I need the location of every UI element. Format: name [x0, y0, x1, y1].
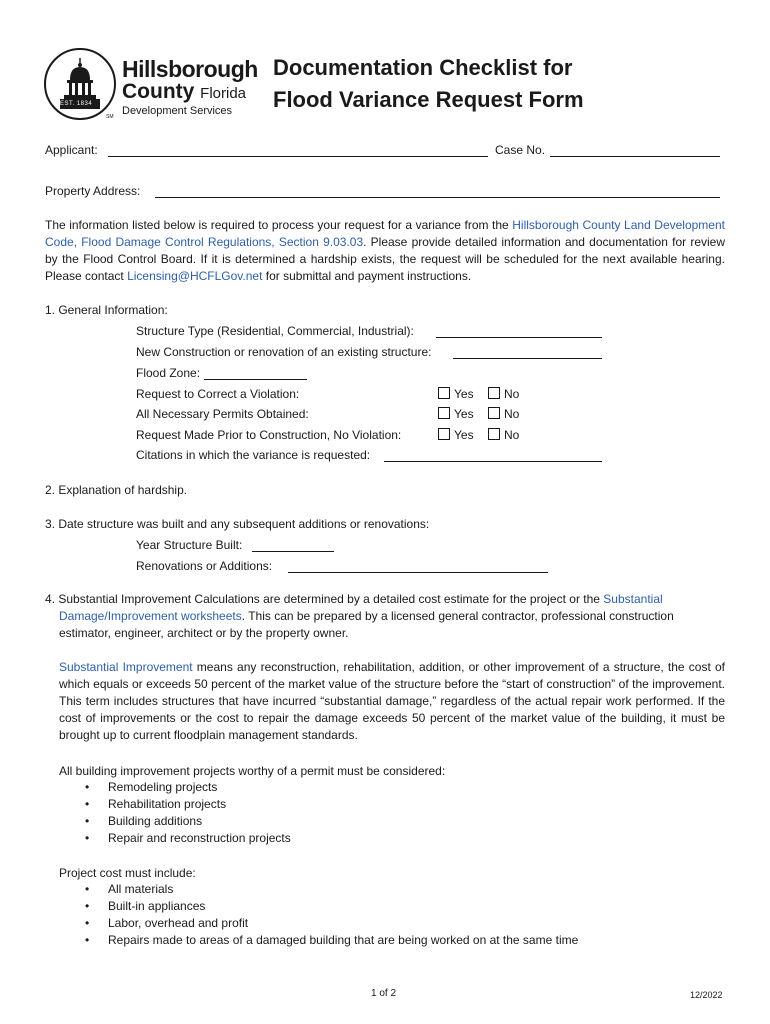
section-1-heading: 1. General Information: [45, 303, 168, 317]
new-construction-field[interactable] [453, 346, 602, 359]
ldc-link[interactable]: Hillsborough County Land Development Code, Flood Damage Control Regulations, Section 9.03.03 [45, 218, 725, 249]
list-item: • Repair and reconstruction projects [59, 830, 719, 847]
revision-date: 12/2022 [690, 990, 723, 1000]
checkbox[interactable] [488, 387, 500, 399]
section-4-line2: Damage/Improvement worksheets. This can be prepared by a licensed general contractor, professional construction [59, 609, 674, 623]
county-seal-logo [44, 48, 116, 120]
substantial-improvement-definition: Substantial Improvement means any reconstruction, rehabilitation, addition, or other improvement of a structure, the cost of which equals or exceeds 50 percent of the market value of the structure before the “start of construction” of the improvement. This term includes structures that have incurred “substantial damage,” regardless of the actual repair work performed. If the cost of improvements or the cost to repair the damage exceeds 50 percent of the market value of the building, it must be brought up to current floodplain management standards. [59, 660, 726, 742]
list-item: • Built-in appliances [59, 898, 719, 915]
list-item: • Repairs made to areas of a damaged building that are being worked on at the same time [59, 932, 719, 949]
permits-obtained-yes[interactable]: Yes [438, 406, 474, 423]
page-number: 1 of 2 [371, 988, 397, 999]
org-name-line2: County Florida [122, 80, 247, 103]
section-3-heading: 3. Date structure was built and any subsequent additions or renovations: [45, 517, 430, 531]
applicant-label: Applicant: [45, 143, 98, 157]
year-built-label: Year Structure Built: [136, 538, 243, 552]
section-4-paragraph: 4. Substantial Improvement Calculations are determined by a detailed cost estimate for the project or the Substantial [45, 592, 663, 606]
structure-type-label: Structure Type (Residential, Commercial, Industrial): [136, 324, 414, 338]
correct-violation-label: Request to Correct a Violation: [136, 387, 300, 401]
prior-construction-label: Request Made Prior to Construction, No Violation: [136, 428, 402, 442]
permits-obtained-label: All Necessary Permits Obtained: [136, 407, 309, 421]
page-title: Documentation Checklist for Flood Variance Request Form [273, 55, 584, 112]
property-address-field[interactable] [155, 185, 720, 198]
flood-zone-label: Flood Zone: [136, 366, 201, 380]
org-name-line1: Hillsborough [122, 56, 258, 82]
cost-list [59, 881, 719, 949]
service-mark: SM [106, 114, 114, 120]
citations-label: Citations in which the variance is requested: [136, 448, 371, 462]
substantial-improvement-link[interactable]: Substantial Improvement [59, 660, 193, 674]
renovations-label: Renovations or Additions: [136, 559, 273, 573]
department-name: Development Services [122, 105, 233, 117]
list-item: • Building additions [59, 813, 719, 830]
citations-field[interactable] [384, 449, 602, 462]
considered-list [59, 779, 719, 847]
checkbox[interactable] [438, 407, 450, 419]
worksheet-link-cont[interactable]: Damage/Improvement worksheets [59, 609, 242, 623]
list-item: • All materials [59, 881, 719, 898]
licensing-email-link[interactable]: Licensing@HCFLGov.net [127, 269, 263, 283]
case-number-field[interactable] [550, 144, 720, 157]
list-item: • Remodeling projects [59, 779, 719, 796]
list-item: • Labor, overhead and profit [59, 915, 719, 932]
permits-obtained-no[interactable]: No [488, 406, 519, 423]
list-item: • Rehabilitation projects [59, 796, 719, 813]
checkbox[interactable] [438, 387, 450, 399]
section-4-line3: estimator, engineer, architect or by the property owner. [59, 626, 349, 640]
renovations-field[interactable] [288, 560, 548, 573]
courthouse-dome-icon [46, 50, 114, 118]
correct-violation-no[interactable]: No [488, 386, 519, 403]
worksheet-link[interactable]: Substantial [603, 592, 663, 606]
applicant-field[interactable] [108, 144, 488, 157]
flood-zone-field[interactable] [204, 367, 307, 380]
checkbox[interactable] [438, 428, 450, 440]
section-2-heading: 2. Explanation of hardship. [45, 483, 188, 497]
structure-type-field[interactable] [436, 325, 602, 338]
cost-heading: Project cost must include: [59, 866, 196, 880]
year-built-field[interactable] [252, 539, 334, 552]
checkbox[interactable] [488, 407, 500, 419]
property-address-label: Property Address: [45, 184, 141, 198]
seal-text: EST. 1834 [60, 101, 93, 107]
case-number-label: Case No. [495, 143, 546, 157]
new-construction-label: New Construction or renovation of an existing structure: [136, 345, 432, 359]
prior-construction-no[interactable]: No [488, 427, 519, 444]
checkbox[interactable] [488, 428, 500, 440]
prior-construction-yes[interactable]: Yes [438, 427, 474, 444]
correct-violation-yes[interactable]: Yes [438, 386, 474, 403]
intro-paragraph: The information listed below is required to process your request for a variance from the Hillsborough County Land Development Code, Flood Damage Control Regulations, Section 9.03.03. Please provide detailed information and documentation for review by the Flood Control Board. If it is determined a hardship exists, the request will be scheduled for the next available hearing. Please contact Licensing@HCFLGov.net for submittal and payment instructions. [45, 218, 726, 283]
considered-heading: All building improvement projects worthy of a permit must be considered: [59, 764, 446, 778]
